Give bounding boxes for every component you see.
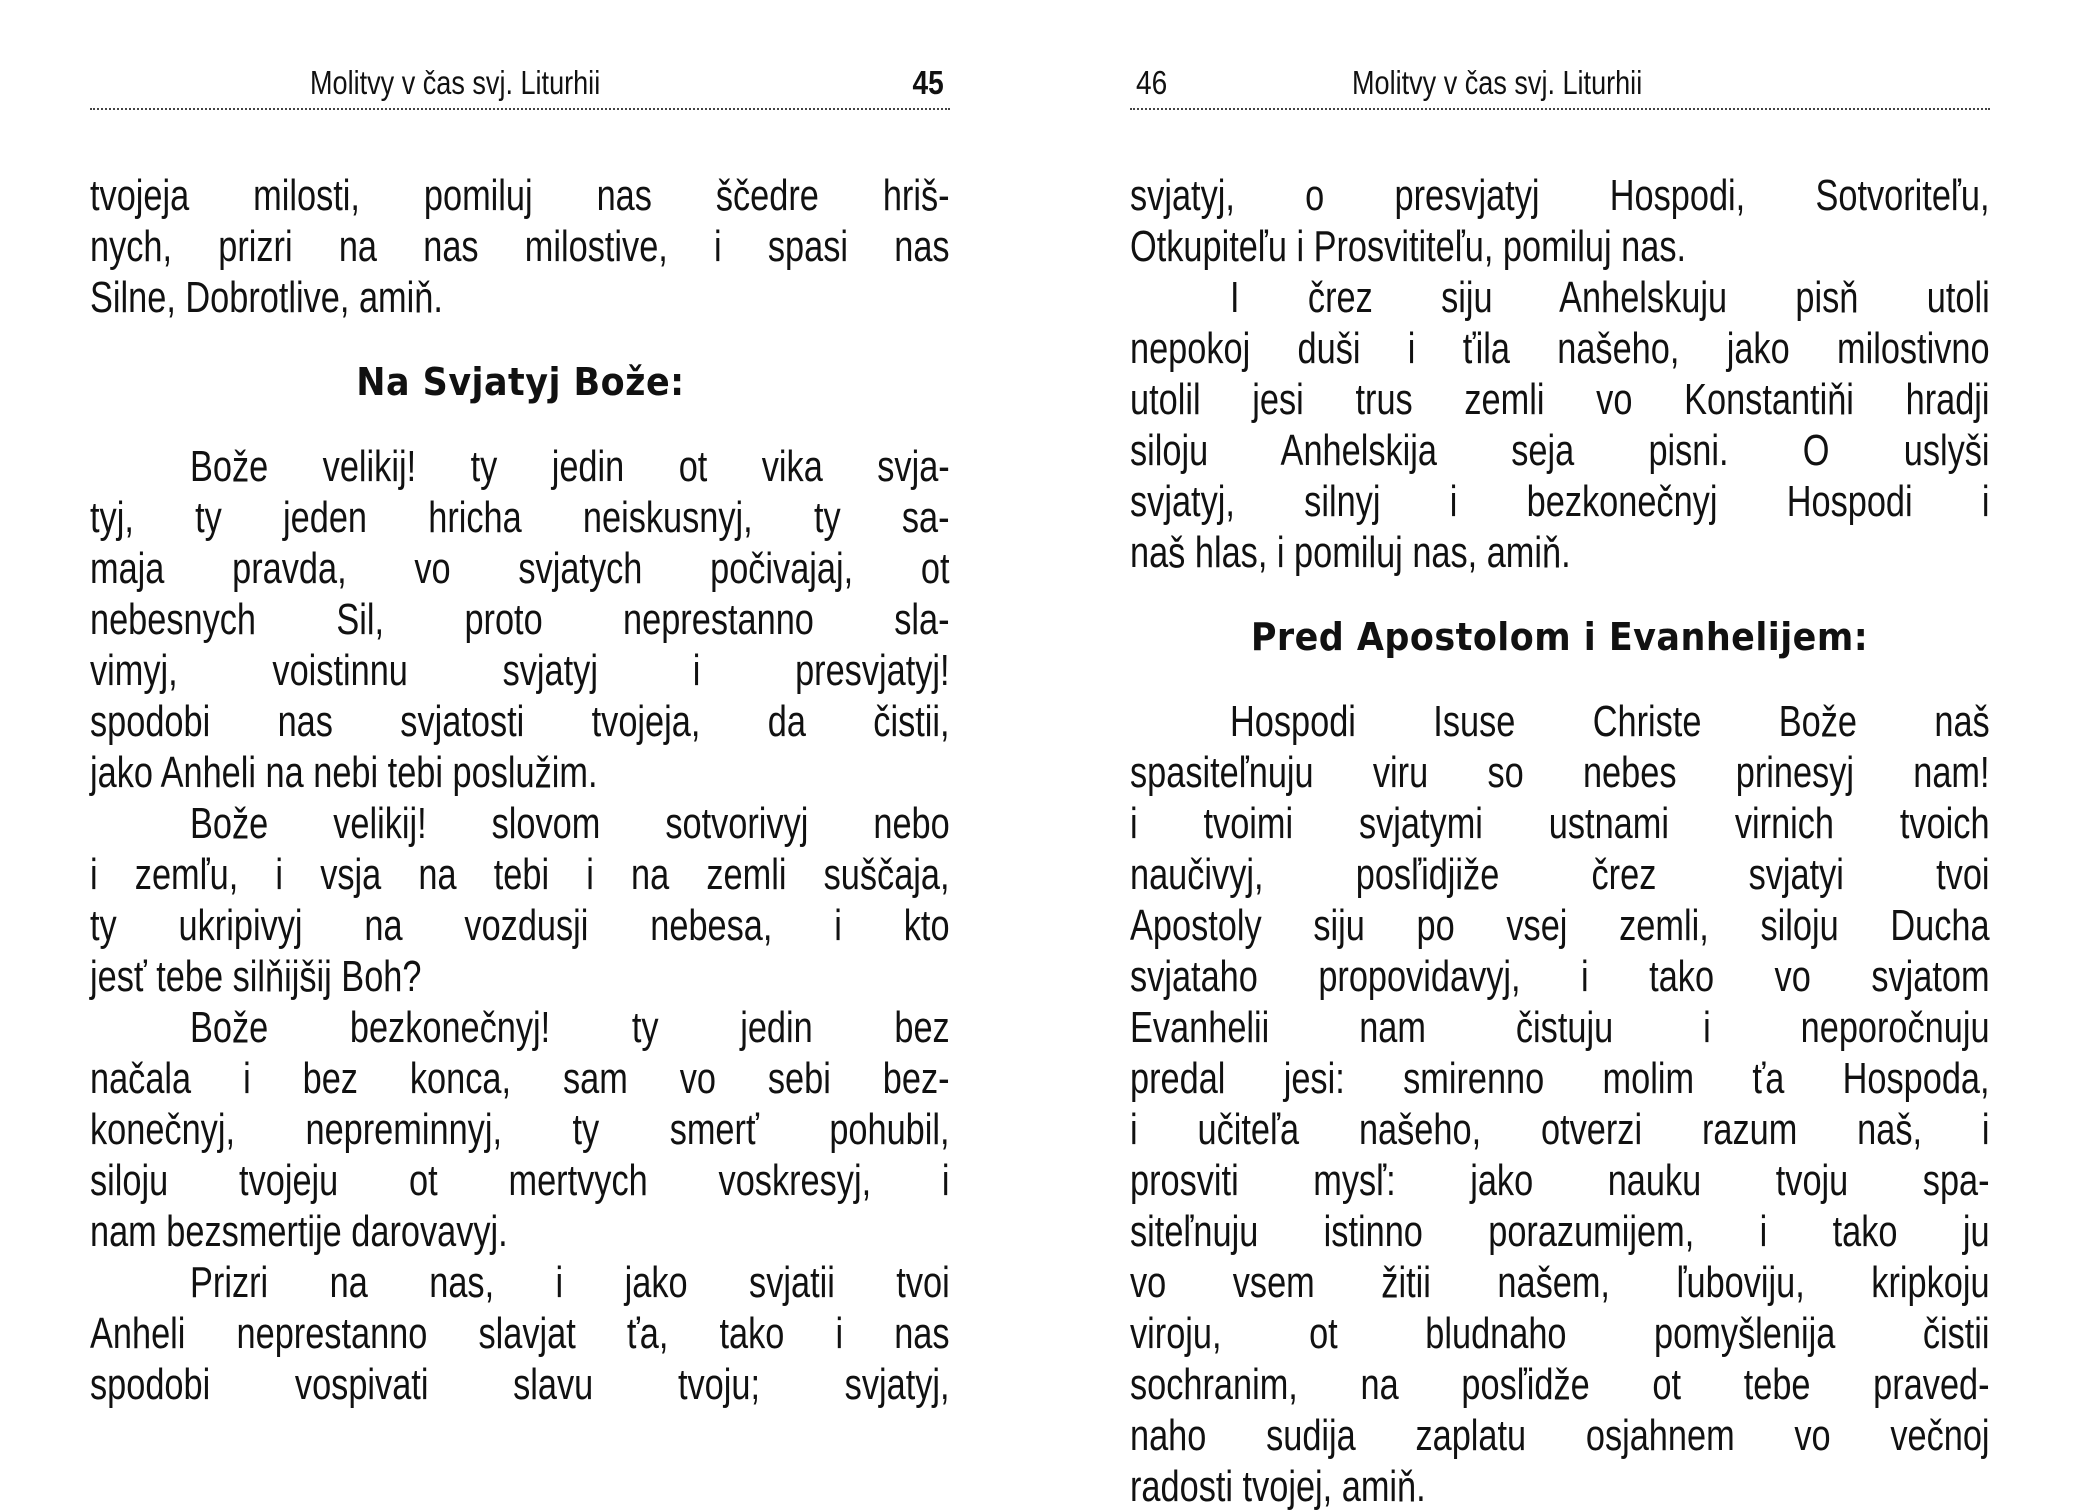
text-line bbox=[1130, 221, 1990, 272]
text-line-content: Bože velikij! slovom sotvorivyj nebo bbox=[190, 799, 950, 848]
text-line bbox=[90, 1359, 950, 1410]
text-line-content: jesť tebe silňijšij Boh? bbox=[90, 952, 422, 1001]
text-line-content: naučivyj, posľidjiže črez svjatyi tvoi bbox=[1130, 850, 1990, 899]
text-line bbox=[1130, 798, 1990, 849]
left-running-head bbox=[90, 58, 950, 110]
text-line-content: nam bezsmertije darovavyj. bbox=[90, 1207, 508, 1256]
text-line bbox=[1130, 849, 1990, 900]
text-line bbox=[90, 747, 950, 798]
text-line bbox=[1130, 1359, 1990, 1410]
text-line-content: Evanhelii nam čistuju i neporočnuju bbox=[1130, 1003, 1990, 1052]
text-line-content: Bože bezkonečnyj! ty jedin bez bbox=[190, 1003, 950, 1052]
text-line bbox=[1130, 696, 1990, 747]
text-line-content: Apostoly siju po vsej zemli, siloju Ducha bbox=[1130, 901, 1990, 950]
text-line bbox=[90, 849, 950, 900]
text-line bbox=[1130, 1053, 1990, 1104]
text-line bbox=[90, 798, 950, 849]
text-line bbox=[90, 1053, 950, 1104]
text-line bbox=[1130, 374, 1990, 425]
text-line bbox=[90, 1206, 950, 1257]
text-line bbox=[1130, 1104, 1990, 1155]
text-line-content: ty ukripivyj na vozdusji nebesa, i kto bbox=[90, 901, 950, 950]
text-line-content: spasiteľnuju viru so nebes prinesyj nam! bbox=[1130, 748, 1990, 797]
text-line-content: i učiteľa našeho, otverzi razum naš, i bbox=[1130, 1105, 1990, 1154]
text-line-content: načala i bez konca, sam vo sebi bez- bbox=[90, 1054, 950, 1103]
text-line-content: siloju Anhelskija seja pisni. O uslyši bbox=[1130, 426, 1990, 475]
text-line-content: spodobi nas svjatosti tvojeja, da čistii, bbox=[90, 697, 950, 746]
text-line bbox=[90, 170, 950, 221]
text-line bbox=[90, 1104, 950, 1155]
text-line-content: prosviti mysľ: jako nauku tvoju spa- bbox=[1130, 1156, 1990, 1205]
text-line bbox=[90, 951, 950, 1002]
text-line bbox=[90, 441, 950, 492]
text-line-content: naš hlas, i pomiluj nas, amiň. bbox=[1130, 528, 1571, 577]
text-line-content: Silne, Dobrotlive, amiň. bbox=[90, 273, 443, 322]
text-line bbox=[1130, 1002, 1990, 1053]
text-line bbox=[1130, 747, 1990, 798]
text-line bbox=[90, 221, 950, 272]
left-page-text bbox=[90, 170, 950, 1410]
section-heading-text: Na Svjatyj Bože: bbox=[355, 360, 685, 404]
text-line-content: siteľnuju istinno porazumijem, i tako ju bbox=[1130, 1207, 1990, 1256]
left-page-number: 45 bbox=[912, 64, 944, 101]
text-line-content: viroju, ot bludnaho pomyšlenija čistii bbox=[1130, 1309, 1990, 1358]
text-line-content: naho sudija zaplatu osjahnem vo večnoj bbox=[1130, 1411, 1990, 1460]
text-line-content: vo vsem žitii našem, ľuboviju, kripkoju bbox=[1130, 1258, 1990, 1307]
text-line-content: tvojeja milosti, pomiluj nas ščedre hriš- bbox=[90, 171, 950, 220]
text-line bbox=[1130, 272, 1990, 323]
text-line-content: spodobi vospivati slavu tvoju; svjatyj, bbox=[90, 1360, 950, 1409]
text-line bbox=[1130, 425, 1990, 476]
text-line bbox=[90, 543, 950, 594]
section-heading bbox=[1130, 592, 1990, 682]
text-line bbox=[1130, 951, 1990, 1002]
text-line bbox=[90, 1002, 950, 1053]
text-line-content: i tvoimi svjatymi ustnami virnich tvoich bbox=[1130, 799, 1990, 848]
right-page-number: 46 bbox=[1136, 64, 1168, 101]
text-line-content: predal jesi: smirenno molim ťa Hospoda, bbox=[1130, 1054, 1990, 1103]
text-line bbox=[1130, 900, 1990, 951]
right-page-text bbox=[1130, 170, 1990, 1512]
text-line-content: Hospodi Isuse Christe Bože naš bbox=[1230, 697, 1990, 746]
text-line-content: utolil jesi trus zemli vo Konstantiňi hradji bbox=[1130, 375, 1990, 424]
text-line-content: i zemľu, i vsja na tebi i na zemli suščaja, bbox=[90, 850, 950, 899]
text-line-content: I črez siju Anhelskuju pisň utoli bbox=[1230, 273, 1990, 322]
text-line-content: svjataho propovidavyj, i tako vo svjatom bbox=[1130, 952, 1990, 1001]
text-line-content: radosti tvojej, amiň. bbox=[1130, 1462, 1426, 1511]
text-line bbox=[1130, 476, 1990, 527]
text-line bbox=[90, 696, 950, 747]
text-line-content: nebesnych Sil, proto neprestanno sla- bbox=[90, 595, 950, 644]
text-line bbox=[90, 900, 950, 951]
text-line-content: Otkupiteľu i Prosvititeľu, pomiluj nas. bbox=[1130, 222, 1687, 271]
text-line-content: svjatyj, silnyj i bezkonečnyj Hospodi i bbox=[1130, 477, 1990, 526]
text-line-content: Bože velikij! ty jedin ot vika svja- bbox=[190, 442, 950, 491]
text-line-content: svjatyj, o presvjatyj Hospodi, Sotvoriteľu, bbox=[1130, 171, 1990, 220]
text-line bbox=[1130, 1308, 1990, 1359]
text-line bbox=[1130, 170, 1990, 221]
text-line-content: maja pravda, vo svjatych počivajaj, ot bbox=[90, 544, 950, 593]
text-line-content: nych, prizri na nas milostive, i spasi nas bbox=[90, 222, 950, 271]
text-line-content: siloju tvojeju ot mertvych voskresyj, i bbox=[90, 1156, 950, 1205]
text-line-content: tyj, ty jeden hricha neiskusnyj, ty sa- bbox=[90, 493, 950, 542]
text-line bbox=[90, 272, 950, 323]
section-heading bbox=[90, 337, 950, 427]
text-line-content: sochranim, na posľidže ot tebe praved- bbox=[1130, 1360, 1990, 1409]
text-line-content: Anheli neprestanno slavjat ťa, tako i nas bbox=[90, 1309, 950, 1358]
text-line bbox=[1130, 527, 1990, 578]
section-heading-text: Pred Apostolom i Evanhelijem: bbox=[1251, 615, 1869, 659]
text-line bbox=[90, 645, 950, 696]
left-running-title: Molitvy v čas svj. Liturhii bbox=[310, 64, 601, 101]
right-running-head bbox=[1130, 58, 1990, 110]
text-line bbox=[1130, 1410, 1990, 1461]
text-line bbox=[1130, 1206, 1990, 1257]
text-line-content: konečnyj, nepreminnyj, ty smerť pohubil, bbox=[90, 1105, 950, 1154]
right-running-title: Molitvy v čas svj. Liturhii bbox=[1352, 64, 1643, 101]
text-line bbox=[1130, 1257, 1990, 1308]
text-line bbox=[90, 1308, 950, 1359]
right-page bbox=[1130, 0, 1990, 1511]
left-page bbox=[90, 0, 950, 1500]
text-line bbox=[1130, 1155, 1990, 1206]
text-line bbox=[1130, 323, 1990, 374]
text-line-content: Prizri na nas, i jako svjatii tvoi bbox=[190, 1258, 950, 1307]
text-line bbox=[90, 1257, 950, 1308]
text-line bbox=[90, 594, 950, 645]
text-line bbox=[1130, 1461, 1990, 1512]
text-line-content: jako Anheli na nebi tebi poslužim. bbox=[90, 748, 598, 797]
text-line-content: nepokoj duši i ťila našeho, jako milostivno bbox=[1130, 324, 1990, 373]
text-line bbox=[90, 492, 950, 543]
text-line-content: vimyj, voistinnu svjatyj i presvjatyj! bbox=[90, 646, 950, 695]
text-line bbox=[90, 1155, 950, 1206]
